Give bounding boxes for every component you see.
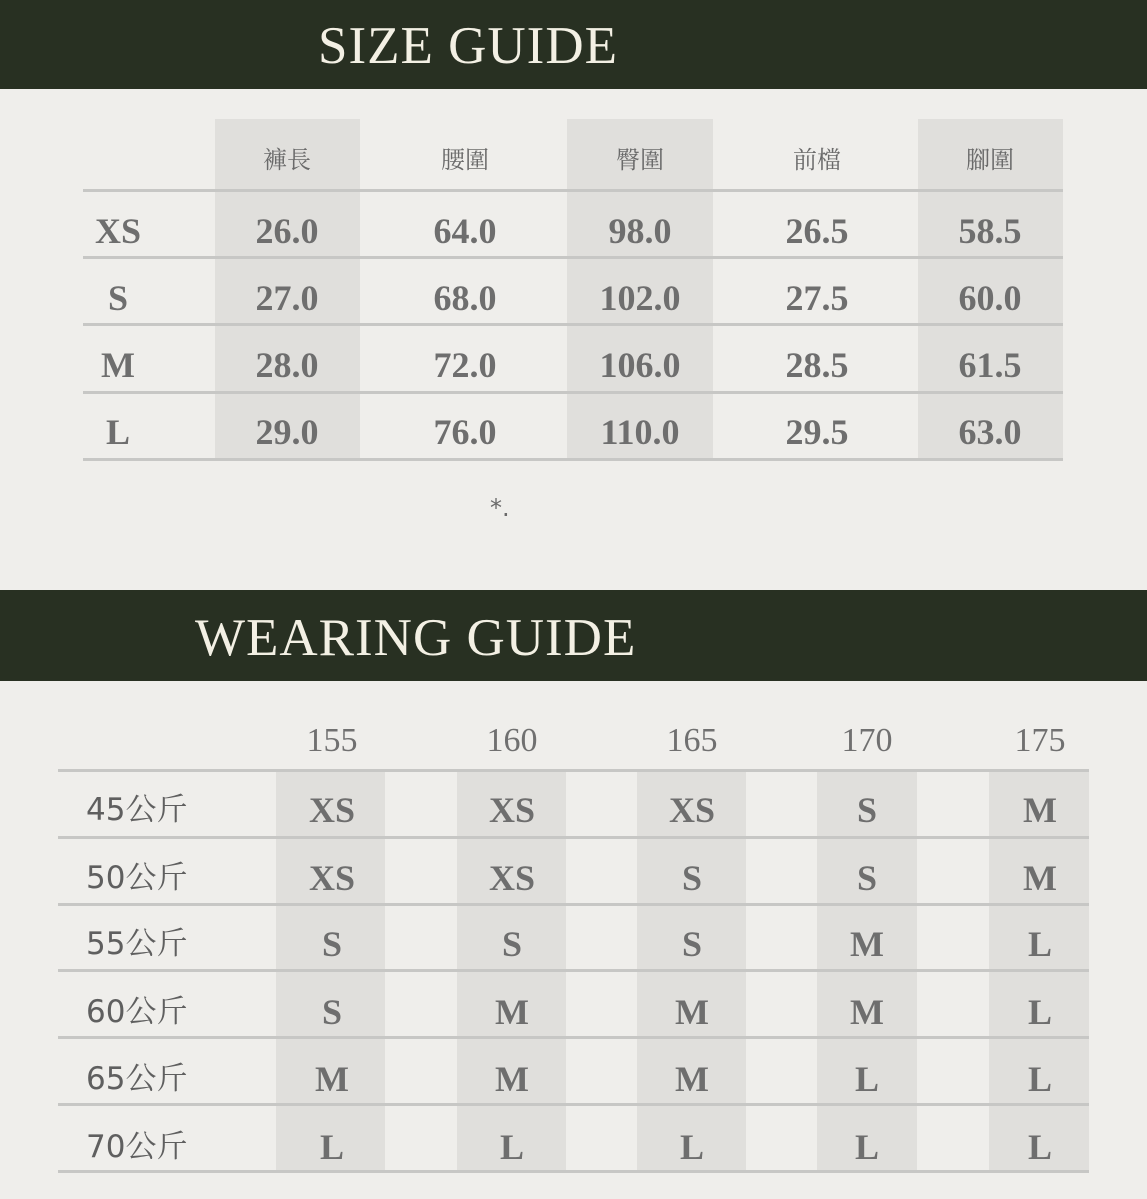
size-cell: 63.0	[958, 412, 1022, 452]
size-cell: 28.5	[785, 345, 849, 385]
size-cell: 76.0	[433, 412, 497, 452]
height-header: 160	[486, 722, 538, 759]
recommended-size-cell: L	[1027, 924, 1052, 964]
weight-row-label: 65公斤	[86, 1061, 188, 1097]
weight-row-label: 55公斤	[86, 926, 188, 962]
recommended-size-cell: XS	[308, 790, 356, 830]
recommended-size-cell: S	[321, 924, 343, 964]
recommended-size-cell: L	[319, 1127, 344, 1167]
weight-row-label: 70公斤	[86, 1129, 188, 1165]
row-divider	[58, 969, 1089, 972]
column-header: 臀圍	[616, 146, 664, 174]
row-divider	[58, 1170, 1089, 1173]
recommended-size-cell: L	[1027, 992, 1052, 1032]
size-cell: 60.0	[958, 278, 1022, 318]
size-cell: 29.5	[785, 412, 849, 452]
recommended-size-cell: M	[1023, 790, 1057, 830]
size-guide-note: *.	[490, 494, 510, 522]
size-cell: 27.0	[255, 278, 319, 318]
size-cell: 29.0	[255, 412, 319, 452]
recommended-size-cell: M	[850, 924, 884, 964]
recommended-size-cell: XS	[488, 790, 536, 830]
recommended-size-cell: XS	[308, 858, 356, 898]
recommended-size-cell: L	[499, 1127, 524, 1167]
recommended-size-cell: M	[495, 992, 529, 1032]
recommended-size-cell: M	[675, 992, 709, 1032]
size-cell: 58.5	[958, 211, 1022, 251]
size-cell: 72.0	[433, 345, 497, 385]
height-header: 170	[841, 722, 893, 759]
weight-row-label: 45公斤	[86, 792, 188, 828]
row-divider	[83, 391, 1063, 394]
size-cell: 28.0	[255, 345, 319, 385]
size-cell: 98.0	[608, 211, 672, 251]
size-cell: 106.0	[599, 345, 681, 385]
size-guide-title: SIZE GUIDE	[318, 17, 618, 75]
row-divider	[58, 1103, 1089, 1106]
column-header: 腳圍	[966, 146, 1014, 174]
recommended-size-cell: S	[321, 992, 343, 1032]
recommended-size-cell: XS	[488, 858, 536, 898]
row-divider	[83, 323, 1063, 326]
recommended-size-cell: S	[856, 790, 878, 830]
recommended-size-cell: M	[315, 1059, 349, 1099]
row-divider	[83, 189, 1063, 192]
size-cell: 68.0	[433, 278, 497, 318]
size-cell: 102.0	[599, 278, 681, 318]
size-row-label: XS	[94, 211, 142, 251]
size-row-label: S	[107, 278, 129, 318]
recommended-size-cell: M	[1023, 858, 1057, 898]
column-header: 褲長	[263, 146, 311, 174]
size-cell: 61.5	[958, 345, 1022, 385]
row-divider	[58, 769, 1089, 772]
recommended-size-cell: XS	[668, 790, 716, 830]
recommended-size-cell: S	[681, 858, 703, 898]
height-header: 165	[666, 722, 718, 759]
row-divider	[58, 1036, 1089, 1039]
recommended-size-cell: L	[1027, 1059, 1052, 1099]
recommended-size-cell: L	[679, 1127, 704, 1167]
weight-row-label: 50公斤	[86, 860, 188, 896]
column-header: 腰圍	[441, 146, 489, 174]
column-header: 前檔	[793, 146, 841, 174]
wearing-guide-title: WEARING GUIDE	[195, 609, 637, 667]
size-row-label: L	[105, 412, 130, 452]
recommended-size-cell: M	[675, 1059, 709, 1099]
recommended-size-cell: S	[856, 858, 878, 898]
recommended-size-cell: M	[850, 992, 884, 1032]
size-cell: 27.5	[785, 278, 849, 318]
recommended-size-cell: L	[854, 1127, 879, 1167]
recommended-size-cell: S	[501, 924, 523, 964]
weight-row-label: 60公斤	[86, 994, 188, 1030]
height-header: 155	[306, 722, 358, 759]
size-cell: 64.0	[433, 211, 497, 251]
size-guide-banner	[0, 0, 1147, 89]
size-row-label: M	[101, 345, 135, 385]
row-divider	[58, 903, 1089, 906]
wearing-guide-banner	[0, 590, 1147, 681]
row-divider	[83, 458, 1063, 461]
recommended-size-cell: L	[854, 1059, 879, 1099]
recommended-size-cell: S	[681, 924, 703, 964]
size-cell: 110.0	[600, 412, 680, 452]
row-divider	[58, 836, 1089, 839]
recommended-size-cell: L	[1027, 1127, 1052, 1167]
size-cell: 26.5	[785, 211, 849, 251]
recommended-size-cell: M	[495, 1059, 529, 1099]
height-header: 175	[1014, 722, 1066, 759]
row-divider	[83, 256, 1063, 259]
size-cell: 26.0	[255, 211, 319, 251]
